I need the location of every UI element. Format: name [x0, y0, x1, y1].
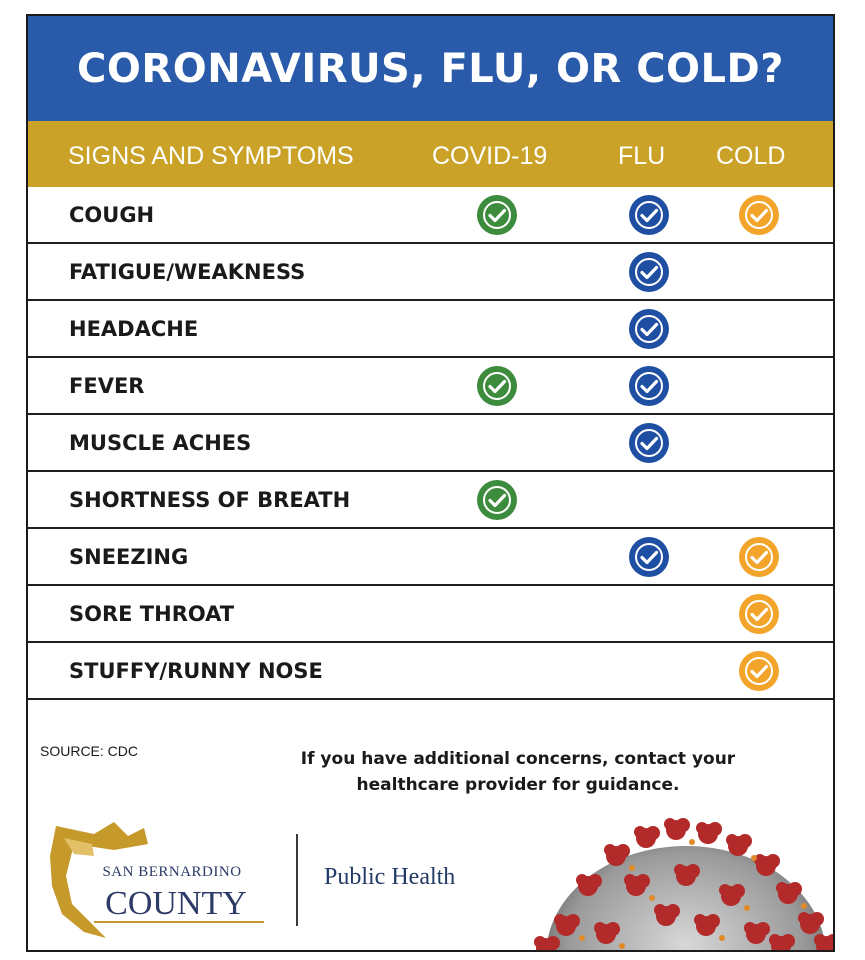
virus-illustration: [526, 816, 835, 952]
flu-check-icon: [628, 365, 670, 407]
source-note: SOURCE: CDC: [40, 743, 139, 759]
virus-dot: [744, 905, 750, 911]
logo-line-2: COUNTY: [105, 885, 247, 922]
covid-check-icon: [476, 365, 518, 407]
symptom-label: FATIGUE/WEAKNESS: [69, 260, 306, 284]
virus-spike: [696, 822, 722, 844]
table-row: [28, 643, 833, 700]
page-title: CORONAVIRUS, FLU, OR COLD?: [77, 45, 784, 92]
symptom-label: SORE THROAT: [69, 602, 235, 626]
symptom-label: COUGH: [69, 203, 155, 227]
logo-divider: [296, 834, 298, 926]
column-header-covid: COVID-19: [432, 142, 548, 170]
covid-check-icon: [476, 194, 518, 236]
virus-spike: [814, 934, 835, 952]
virus-dot: [649, 895, 655, 901]
department-name: Public Health: [324, 864, 456, 890]
cold-check-icon: [738, 536, 780, 578]
advice-line-1: If you have additional concerns, contact your: [300, 749, 736, 769]
cold-check-icon: [738, 593, 780, 635]
cold-check-icon: [738, 650, 780, 692]
table-row: [28, 244, 833, 301]
table-row: [28, 529, 833, 586]
symptom-label: SHORTNESS OF BREATH: [69, 488, 351, 512]
county-logo: [44, 816, 274, 941]
infographic: [26, 14, 835, 952]
table-row: [28, 301, 833, 358]
virus-dot: [619, 943, 625, 949]
column-header-flu: FLU: [618, 142, 666, 170]
symptom-label: SNEEZING: [69, 545, 189, 569]
covid-check-icon: [476, 479, 518, 521]
flu-check-icon: [628, 536, 670, 578]
table-row: [28, 472, 833, 529]
column-header-cold: COLD: [716, 142, 786, 170]
column-header-symptoms: SIGNS AND SYMPTOMS: [68, 142, 354, 170]
column-header-bar: [28, 121, 833, 187]
symptom-label: STUFFY/RUNNY NOSE: [69, 659, 323, 683]
virus-dot: [579, 935, 585, 941]
table-row: [28, 415, 833, 472]
symptom-label: MUSCLE ACHES: [69, 431, 252, 455]
symptom-label: FEVER: [69, 374, 145, 398]
table-row: [28, 586, 833, 643]
symptom-label: HEADACHE: [69, 317, 199, 341]
flu-check-icon: [628, 251, 670, 293]
table-row: [28, 187, 833, 244]
table-row: [28, 358, 833, 415]
flu-check-icon: [628, 422, 670, 464]
symptom-table: [28, 187, 833, 700]
virus-dot: [689, 839, 695, 845]
cold-check-icon: [738, 194, 780, 236]
virus-dot: [751, 855, 757, 861]
title-banner: [28, 16, 833, 121]
virus-dot: [629, 865, 635, 871]
advice-text: [278, 746, 758, 798]
virus-dot: [719, 935, 725, 941]
virus-dot: [801, 903, 807, 909]
flu-check-icon: [628, 194, 670, 236]
flu-check-icon: [628, 308, 670, 350]
logo-line-1: SAN BERNARDINO: [102, 864, 242, 880]
virus-spike: [664, 818, 690, 840]
advice-line-2: healthcare provider for guidance.: [356, 775, 680, 795]
virus-spike: [634, 826, 660, 848]
